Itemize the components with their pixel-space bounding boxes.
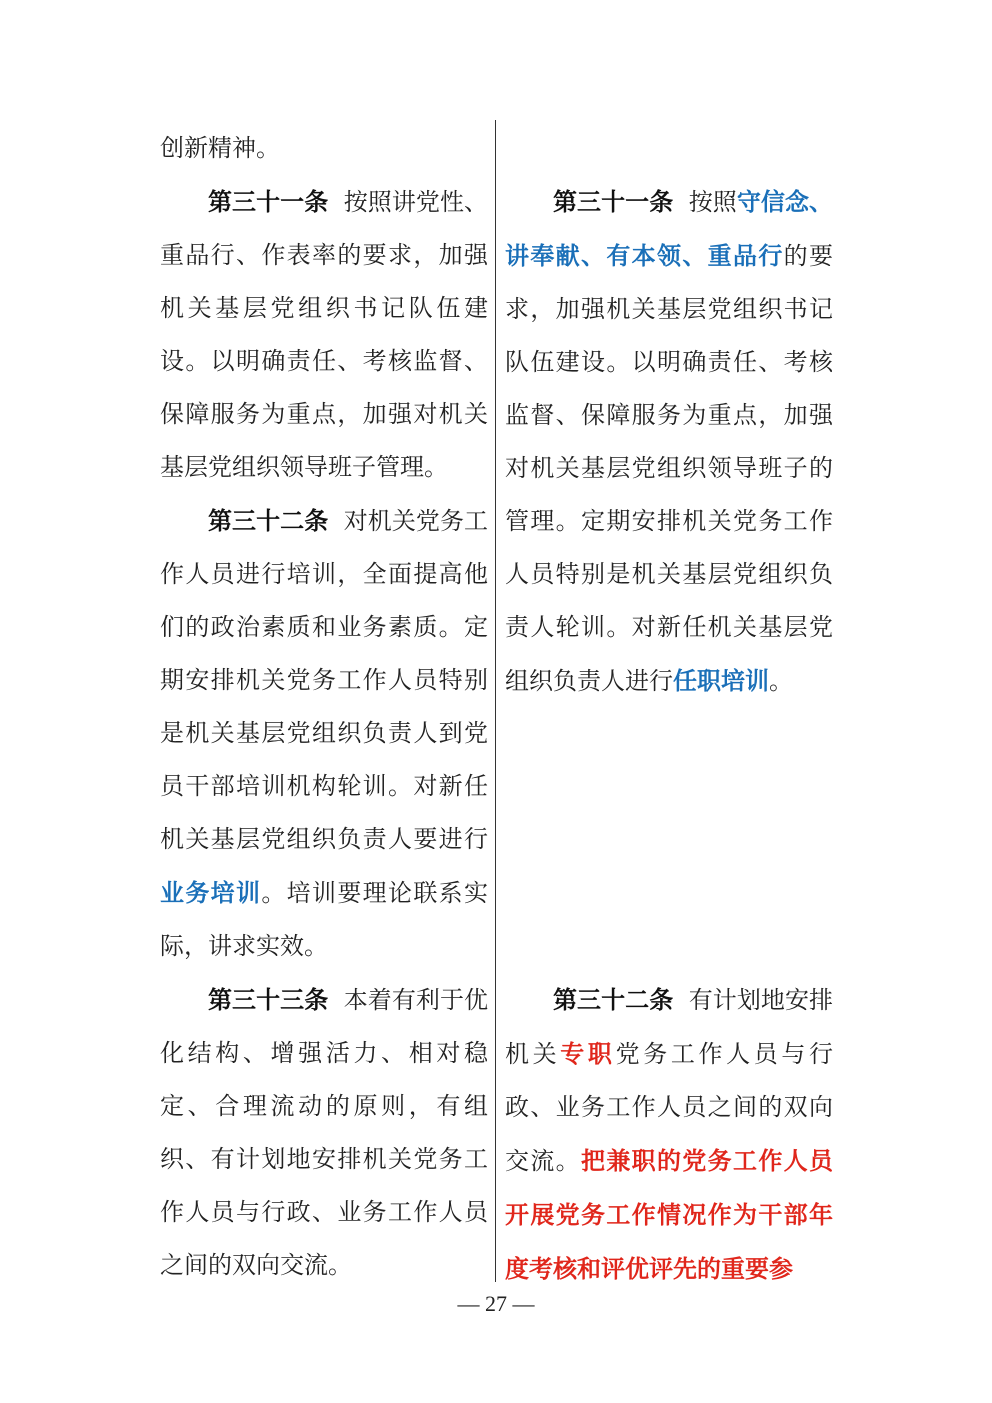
article-32-original bbox=[160, 494, 488, 973]
article-33-original bbox=[160, 973, 488, 1292]
paragraph-continuation: 创新精神。 bbox=[160, 134, 280, 162]
highlight-red-bold: 把兼职的党务工作人员开展党务工作情况作为干部年度考核和评优评先的重要参 bbox=[505, 1146, 833, 1283]
article-text: 有计划地安排机关 bbox=[505, 986, 834, 1068]
article-title: 第三十二条 bbox=[553, 985, 674, 1014]
article-title: 第三十三条 bbox=[208, 985, 329, 1014]
article-text: 本着有利于优化结构、增强活力、相对稳定、合理流动的原则，有组织、有计划地安排机关党务工作人员与行政、业务工作人员之间的双向交流。 bbox=[160, 986, 489, 1279]
article-text: 的要求，加强机关基层党组织书记队伍建设。以明确责任、考核监督、保障服务为重点，加强对机关基层党组织领导班子的管理。定期安排机关党务工作人员特别是机关基层党组织负责人轮训。对新任机关基层党组织负责人进行 bbox=[505, 242, 834, 695]
article-text: 。 bbox=[769, 667, 793, 695]
article-text: 按照讲党性、重品行、作表率的要求，加强机关基层党组织书记队伍建设。以明确责任、考核监督、保障服务为重点，加强对机关基层党组织领导班子管理。 bbox=[160, 188, 489, 481]
article-text: 按照 bbox=[688, 188, 737, 216]
article-text: 。培训要理论联系实际，讲求实效。 bbox=[160, 879, 489, 960]
left-column-original bbox=[160, 122, 488, 1292]
highlight-blue: 业务培训 bbox=[160, 878, 262, 907]
highlight-blue: 守信念、讲奉献、有本领、重品行 bbox=[505, 187, 834, 270]
article-31-revised bbox=[505, 175, 833, 708]
right-column-revised bbox=[505, 122, 833, 1296]
article-title: 第三十一条 bbox=[553, 187, 674, 216]
article-text: 党务工作人员与行政、业务工作人员之间的双向交流。 bbox=[505, 1040, 834, 1175]
article-title: 第三十二条 bbox=[208, 506, 329, 535]
article-text: 对机关党务工作人员进行培训，全面提高他们的政治素质和业务素质。定期安排机关党务工作人员特别是机关基层党组织负责人到党员干部培训机构轮训。对新任机关基层党组织负责人要进行 bbox=[160, 507, 489, 853]
article-31-original bbox=[160, 175, 488, 494]
column-divider bbox=[495, 120, 496, 1282]
page-number: — 27 — bbox=[457, 1291, 535, 1316]
article-title: 第三十一条 bbox=[208, 187, 329, 216]
highlight-red: 专职 bbox=[560, 1039, 616, 1068]
article-32-revised bbox=[505, 973, 833, 1296]
highlight-blue: 任职培训 bbox=[673, 666, 769, 695]
